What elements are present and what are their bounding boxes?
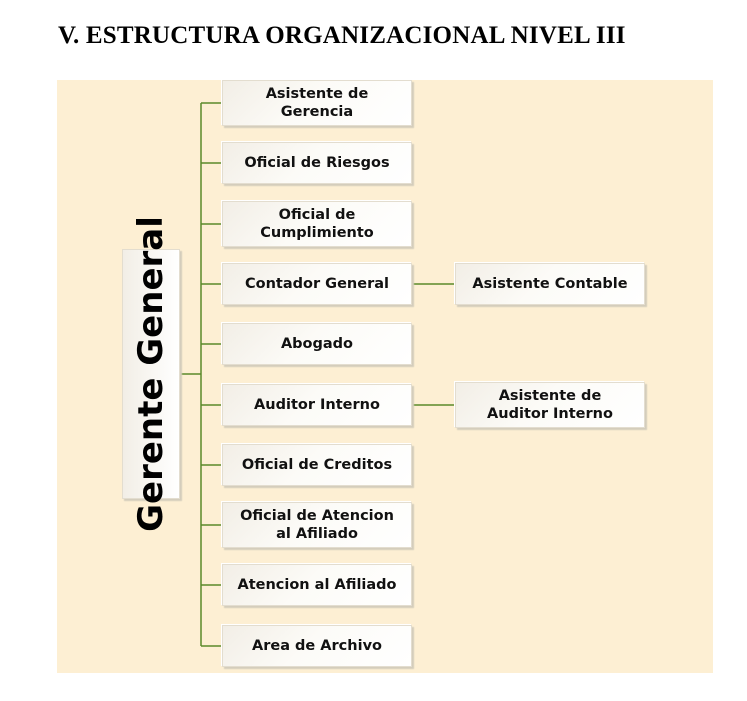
node-abogado: Abogado [222, 323, 412, 365]
node-oficial-riesgos: Oficial de Riesgos [222, 142, 412, 184]
node-asistente-auditor-interno: Asistente de Auditor Interno [455, 382, 645, 428]
node-asistente-gerencia: Asistente de Gerencia [222, 80, 412, 126]
node-contador-general: Contador General [222, 263, 412, 305]
page-title: V. ESTRUCTURA ORGANIZACIONAL NIVEL III [58, 22, 626, 49]
node-atencion-afiliado: Atencion al Afiliado [222, 564, 412, 606]
node-oficial-creditos: Oficial de Creditos [222, 444, 412, 486]
node-oficial-cumplimiento: Oficial de Cumplimiento [222, 201, 412, 247]
node-oficial-atencion-afiliado: Oficial de Atencion al Afiliado [222, 502, 412, 548]
node-auditor-interno: Auditor Interno [222, 384, 412, 426]
node-area-archivo: Area de Archivo [222, 625, 412, 667]
root-node-label: Gerente General [131, 216, 171, 532]
node-asistente-contable: Asistente Contable [455, 263, 645, 305]
